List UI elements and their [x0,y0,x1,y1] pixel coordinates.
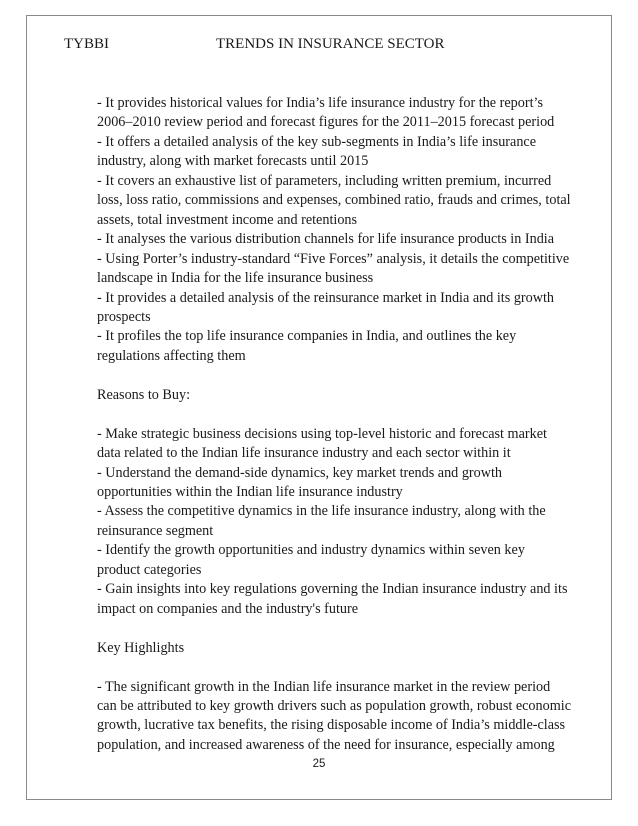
page-number: 25 [312,758,326,770]
highlights-line: growth, lucrative tax benefits, the rising disposable income of India’s middle-class [97,717,566,734]
page-body [97,94,597,755]
paragraph-gap [97,405,597,424]
reasons-line: reinsurance segment [97,522,214,539]
intro-section [97,94,597,366]
intro-line: landscape in India for the life insurance business [97,270,374,287]
intro-line: assets, total investment income and retentions [97,211,358,228]
intro-line: regulations affecting them [97,347,246,364]
reasons-line: - Identify the growth opportunities and industry dynamics within seven key [97,542,525,559]
intro-line: prospects [97,308,151,325]
reasons-line: - Gain insights into key regulations governing the Indian insurance industry and its [97,581,568,598]
reasons-line: - Understand the demand-side dynamics, key market trends and growth [97,464,503,481]
highlights-line: - The significant growth in the Indian life insurance market in the review period [97,678,551,695]
intro-line: - Using Porter’s industry-standard “Five Forces” analysis, it details the competitive [97,250,570,267]
reasons-line: - Assess the competitive dynamics in the life insurance industry, along with the [97,503,546,520]
intro-line: - It analyses the various distribution channels for life insurance products in India [97,231,555,248]
reasons-line: data related to the Indian life insurance industry and each sector within it [97,445,511,462]
highlights-heading: Key Highlights [97,639,185,656]
paragraph-gap [97,658,597,677]
reasons-section [97,425,597,620]
intro-line: loss, loss ratio, commissions and expenses, combined ratio, frauds and crimes, total [97,192,571,209]
highlights-section [97,678,597,756]
reasons-line: - Make strategic business decisions using top-level historic and forecast market [97,425,547,442]
reasons-line: opportunities within the Indian life insurance industry [97,484,403,501]
header-course-code: TYBBI [64,36,109,52]
paragraph-gap [97,619,597,638]
reasons-heading: Reasons to Buy: [97,386,191,403]
intro-line: 2006–2010 review period and forecast figures for the 2011–2015 forecast period [97,114,555,131]
intro-line: industry, along with market forecasts until 2015 [97,153,369,170]
intro-line: - It provides historical values for India’s life insurance industry for the report’s [97,95,543,111]
reasons-line: product categories [97,561,202,578]
paragraph-gap [97,366,597,385]
highlights-line: can be attributed to key growth drivers such as population growth, robust economic [97,697,571,714]
header-title: TRENDS IN INSURANCE SECTOR [216,36,445,52]
reasons-line: impact on companies and the industry's future [97,600,359,617]
intro-line: - It provides a detailed analysis of the reinsurance market in India and its growth [97,289,555,306]
intro-line: - It covers an exhaustive list of parameters, including written premium, incurred [97,172,552,189]
intro-line: - It offers a detailed analysis of the key sub-segments in India’s life insurance [97,133,537,150]
highlights-line: population, and increased awareness of the need for insurance, especially among [97,736,555,753]
intro-line: - It profiles the top life insurance companies in India, and outlines the key [97,328,517,345]
